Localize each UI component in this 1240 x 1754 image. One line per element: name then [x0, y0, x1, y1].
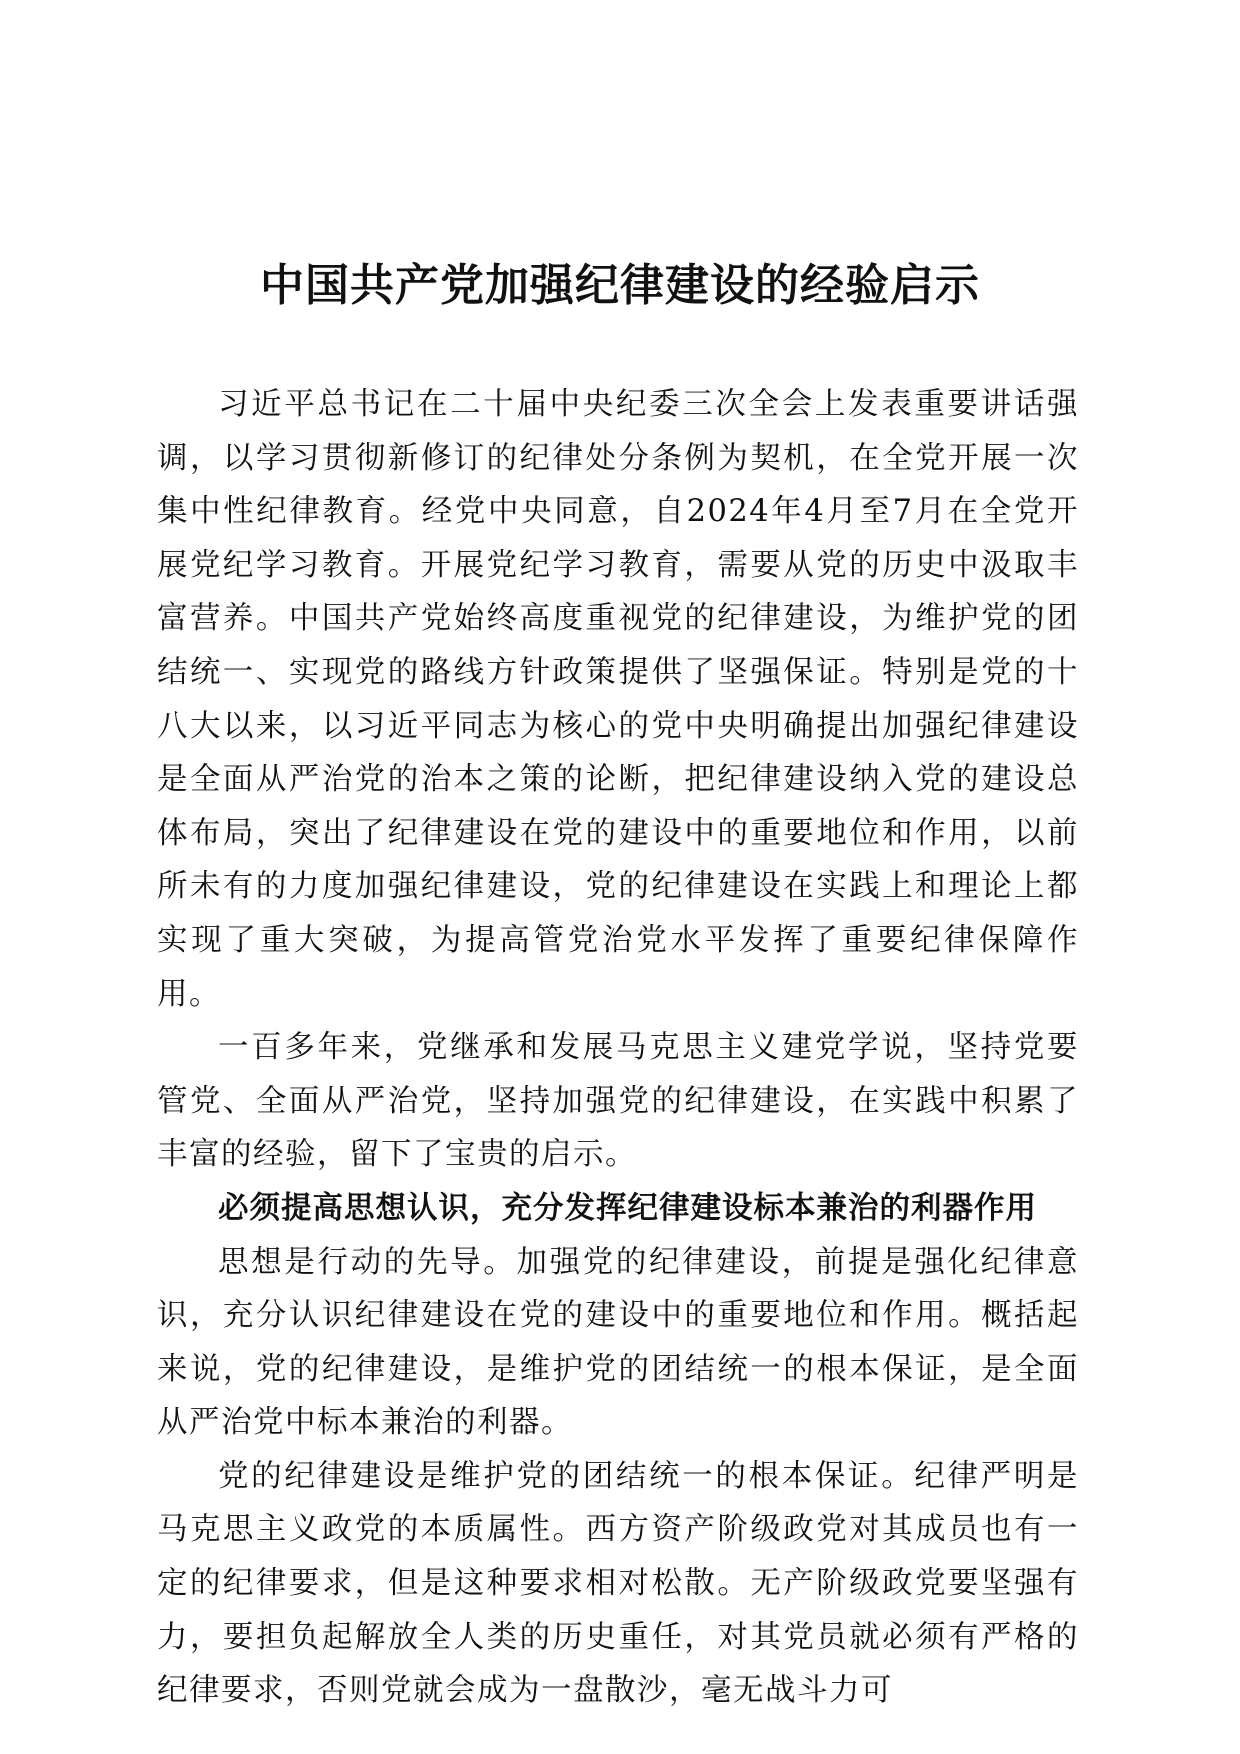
body-paragraph-1: 习近平总书记在二十届中央纪委三次全会上发表重要讲话强调，以学习贯彻新修订的纪律处分条例为契机，在全党开展一次集中性纪律教育。经党中央同意，自2024年4月至7月在全党开展党纪学习教育。开展党纪学习教育，需要从党的历史中汲取丰富营养。中国共产党始终高度重视党的纪律建设，为维护党的团结统一、实现党的路线方针政策提供了坚强保证。特别是党的十八大以来，以习近平同志为核心的党中央明确提出加强纪律建设是全面从严治党的治本之策的论断，把纪律建设纳入党的建设总体布局，突出了纪律建设在党的建设中的重要地位和作用，以前所未有的力度加强纪律建设，党的纪律建设在实践上和理论上都实现了重大突破，为提高管党治党水平发挥了重要纪律保障作用。 — [157, 387, 1079, 1012]
section-paragraph-1: 思想是行动的先导。加强党的纪律建设，前提是强化纪律意识，充分认识纪律建设在党的建设中的重要地位和作用。概括起来说，党的纪律建设，是维护党的团结统一的根本保证，是全面从严治党中标本兼治的利器。 — [157, 1244, 1079, 1441]
body-paragraph-2: 一百多年来，党继承和发展马克思主义建党学说，坚持党要管党、全面从严治党，坚持加强党的纪律建设，在实践中积累了丰富的经验，留下了宝贵的启示。 — [157, 1030, 1079, 1173]
section-paragraph-2: 党的纪律建设是维护党的团结统一的根本保证。纪律严明是马克思主义政党的本质属性。西方资产阶级政党对其成员也有一定的纪律要求，但是这种要求相对松散。无产阶级政党要坚强有力，要担负起解放全人类的历史重任，对其党员就必须有严格的纪律要求，否则党就会成为一盘散沙，毫无战斗力可 — [157, 1458, 1079, 1709]
document-body — [157, 378, 1079, 1718]
document-title: 中国共产党加强纪律建设的经验启示 — [260, 260, 980, 311]
section-heading: 必须提高思想认识，充分发挥纪律建设标本兼治的利器作用 — [218, 1190, 1037, 1226]
